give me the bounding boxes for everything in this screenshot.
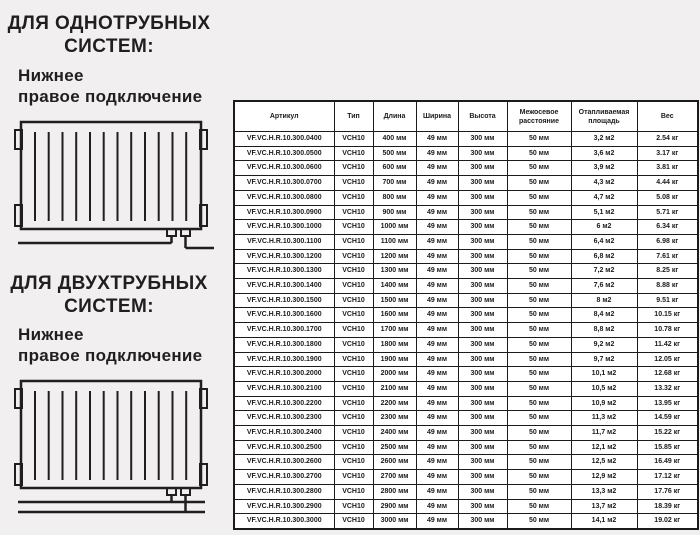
table-cell: 13,3 м2: [571, 484, 637, 499]
table-cell: 9.51 кг: [637, 293, 698, 308]
table-cell: 50 мм: [507, 234, 571, 249]
column-header: Тип: [334, 101, 373, 132]
table-row: [234, 499, 698, 514]
table-cell: VF.VC.H.R.10.300.0900: [234, 205, 334, 220]
table-cell: 3,2 м2: [571, 132, 637, 147]
table-cell: VF.VC.H.R.10.300.0500: [234, 146, 334, 161]
table-cell: 300 мм: [458, 293, 507, 308]
table-cell: 6,4 м2: [571, 234, 637, 249]
table-cell: VCH10: [334, 279, 373, 294]
table-cell: VCH10: [334, 132, 373, 147]
table-row: [234, 264, 698, 279]
single-pipe: [18, 236, 214, 248]
table-cell: 2600 мм: [373, 455, 416, 470]
table-cell: VF.VC.H.R.10.300.1000: [234, 220, 334, 235]
table-cell: VCH10: [334, 426, 373, 441]
table-cell: 49 мм: [416, 264, 458, 279]
table-cell: 12.68 кг: [637, 367, 698, 382]
table-cell: 50 мм: [507, 484, 571, 499]
table-cell: 10,9 м2: [571, 396, 637, 411]
table-cell: 49 мм: [416, 470, 458, 485]
table-cell: 2200 мм: [373, 396, 416, 411]
table-cell: 300 мм: [458, 190, 507, 205]
table-row: [234, 396, 698, 411]
table-cell: 900 мм: [373, 205, 416, 220]
header-row: [234, 101, 698, 132]
spec-table-body: [234, 132, 698, 529]
table-cell: VCH10: [334, 308, 373, 323]
table-cell: 2800 мм: [373, 484, 416, 499]
table-cell: 300 мм: [458, 249, 507, 264]
table-cell: 8,8 м2: [571, 323, 637, 338]
table-cell: 300 мм: [458, 440, 507, 455]
table-cell: 6.98 кг: [637, 234, 698, 249]
table-row: [234, 249, 698, 264]
table-cell: VF.VC.H.R.10.300.1900: [234, 352, 334, 367]
table-cell: 49 мм: [416, 146, 458, 161]
section-1-subtitle-line1: Нижнее: [18, 66, 84, 85]
table-row: [234, 337, 698, 352]
table-cell: 50 мм: [507, 470, 571, 485]
table-cell: VF.VC.H.R.10.300.1200: [234, 249, 334, 264]
table-row: [234, 279, 698, 294]
table-cell: 50 мм: [507, 455, 571, 470]
table-cell: 6,8 м2: [571, 249, 637, 264]
table-cell: 3000 мм: [373, 514, 416, 529]
table-cell: VCH10: [334, 205, 373, 220]
table-cell: VCH10: [334, 161, 373, 176]
table-cell: 8 м2: [571, 293, 637, 308]
table-cell: VF.VC.H.R.10.300.1100: [234, 234, 334, 249]
table-cell: 300 мм: [458, 132, 507, 147]
table-cell: 49 мм: [416, 132, 458, 147]
table-cell: 4,3 м2: [571, 176, 637, 191]
table-cell: 50 мм: [507, 279, 571, 294]
table-row: [234, 308, 698, 323]
table-cell: 300 мм: [458, 234, 507, 249]
table-cell: 3.17 кг: [637, 146, 698, 161]
table-cell: 300 мм: [458, 220, 507, 235]
table-cell: VCH10: [334, 220, 373, 235]
table-cell: 17.12 кг: [637, 470, 698, 485]
table-row: [234, 220, 698, 235]
section-1-title: [0, 12, 218, 58]
table-cell: VCH10: [334, 176, 373, 191]
table-cell: 300 мм: [458, 337, 507, 352]
table-cell: 3.81 кг: [637, 161, 698, 176]
table-cell: 2300 мм: [373, 411, 416, 426]
table-cell: 50 мм: [507, 161, 571, 176]
table-cell: 300 мм: [458, 470, 507, 485]
table-cell: 300 мм: [458, 161, 507, 176]
table-cell: 49 мм: [416, 205, 458, 220]
table-cell: 300 мм: [458, 396, 507, 411]
table-cell: 49 мм: [416, 396, 458, 411]
table-row: [234, 190, 698, 205]
table-cell: 300 мм: [458, 367, 507, 382]
table-row: [234, 484, 698, 499]
table-cell: 400 мм: [373, 132, 416, 147]
section-2-subtitle-line1: Нижнее: [18, 325, 84, 344]
table-cell: 50 мм: [507, 499, 571, 514]
table-cell: 1000 мм: [373, 220, 416, 235]
table-cell: 500 мм: [373, 146, 416, 161]
table-cell: 2.54 кг: [637, 132, 698, 147]
table-cell: 9,7 м2: [571, 352, 637, 367]
table-cell: 50 мм: [507, 146, 571, 161]
table-cell: 1200 мм: [373, 249, 416, 264]
table-cell: 300 мм: [458, 381, 507, 396]
column-header: Вес: [637, 101, 698, 132]
table-cell: 1300 мм: [373, 264, 416, 279]
table-cell: VCH10: [334, 440, 373, 455]
table-cell: 300 мм: [458, 205, 507, 220]
table-cell: 5.71 кг: [637, 205, 698, 220]
table-cell: 13.32 кг: [637, 381, 698, 396]
table-cell: 18.39 кг: [637, 499, 698, 514]
section-1-title-line2: СИСТЕМ:: [64, 36, 154, 57]
table-cell: 300 мм: [458, 455, 507, 470]
table-cell: 14.59 кг: [637, 411, 698, 426]
table-cell: VF.VC.H.R.10.300.1700: [234, 323, 334, 338]
radiator-fins: [35, 132, 186, 221]
table-row: [234, 205, 698, 220]
table-cell: VF.VC.H.R.10.300.2000: [234, 367, 334, 382]
table-cell: 7.61 кг: [637, 249, 698, 264]
table-cell: 50 мм: [507, 264, 571, 279]
table-cell: 6 м2: [571, 220, 637, 235]
table-cell: 4.44 кг: [637, 176, 698, 191]
table-cell: 300 мм: [458, 264, 507, 279]
table-cell: 14,1 м2: [571, 514, 637, 529]
table-cell: 50 мм: [507, 411, 571, 426]
two-pipes: [18, 495, 205, 512]
table-cell: 50 мм: [507, 381, 571, 396]
table-cell: VCH10: [334, 337, 373, 352]
table-cell: 50 мм: [507, 367, 571, 382]
table-cell: 8,4 м2: [571, 308, 637, 323]
column-header: Артикул: [234, 101, 334, 132]
two-pipe-radiator-diagram: [10, 374, 222, 522]
table-cell: VCH10: [334, 146, 373, 161]
table-cell: 12.05 кг: [637, 352, 698, 367]
table-cell: 5.08 кг: [637, 190, 698, 205]
table-cell: VF.VC.H.R.10.300.2400: [234, 426, 334, 441]
table-cell: 50 мм: [507, 323, 571, 338]
table-cell: 15.85 кг: [637, 440, 698, 455]
table-cell: 2400 мм: [373, 426, 416, 441]
radiator-fins: [35, 391, 186, 480]
table-cell: 1500 мм: [373, 293, 416, 308]
table-cell: 4,7 м2: [571, 190, 637, 205]
table-cell: 49 мм: [416, 337, 458, 352]
table-row: [234, 440, 698, 455]
table-cell: 8.88 кг: [637, 279, 698, 294]
table-cell: 49 мм: [416, 176, 458, 191]
table-cell: VCH10: [334, 411, 373, 426]
table-row: [234, 411, 698, 426]
table-cell: VCH10: [334, 234, 373, 249]
table-cell: 300 мм: [458, 499, 507, 514]
table-cell: 49 мм: [416, 455, 458, 470]
table-cell: 300 мм: [458, 176, 507, 191]
table-cell: 10,5 м2: [571, 381, 637, 396]
table-cell: VCH10: [334, 190, 373, 205]
table-cell: 300 мм: [458, 484, 507, 499]
table-cell: VF.VC.H.R.10.300.0800: [234, 190, 334, 205]
table-cell: 1400 мм: [373, 279, 416, 294]
table-cell: 49 мм: [416, 279, 458, 294]
table-cell: VF.VC.H.R.10.300.0700: [234, 176, 334, 191]
table-cell: 2100 мм: [373, 381, 416, 396]
table-cell: 49 мм: [416, 249, 458, 264]
table-row: [234, 132, 698, 147]
table-cell: 10.78 кг: [637, 323, 698, 338]
table-cell: 50 мм: [507, 308, 571, 323]
table-row: [234, 293, 698, 308]
table-cell: 12,1 м2: [571, 440, 637, 455]
section-2-title-line2: СИСТЕМ:: [64, 296, 154, 317]
table-cell: 50 мм: [507, 132, 571, 147]
table-cell: 16.49 кг: [637, 455, 698, 470]
table-row: [234, 455, 698, 470]
table-cell: 50 мм: [507, 352, 571, 367]
table-cell: 19.02 кг: [637, 514, 698, 529]
table-cell: VF.VC.H.R.10.300.2900: [234, 499, 334, 514]
table-cell: 50 мм: [507, 514, 571, 529]
table-cell: 49 мм: [416, 352, 458, 367]
section-1-subtitle: [18, 65, 202, 107]
table-cell: 50 мм: [507, 249, 571, 264]
table-cell: VCH10: [334, 323, 373, 338]
table-cell: VCH10: [334, 470, 373, 485]
table-cell: 49 мм: [416, 293, 458, 308]
table-row: [234, 367, 698, 382]
table-cell: 49 мм: [416, 499, 458, 514]
table-cell: 49 мм: [416, 308, 458, 323]
table-cell: 300 мм: [458, 426, 507, 441]
table-cell: 1800 мм: [373, 337, 416, 352]
section-2-title-line1: ДЛЯ ДВУХТРУБНЫХ: [10, 273, 208, 294]
table-cell: 17.76 кг: [637, 484, 698, 499]
table-cell: 10,1 м2: [571, 367, 637, 382]
table-row: [234, 352, 698, 367]
table-cell: 2900 мм: [373, 499, 416, 514]
single-pipe-radiator-diagram: [10, 115, 222, 253]
table-cell: 50 мм: [507, 205, 571, 220]
table-cell: 7,2 м2: [571, 264, 637, 279]
table-cell: 50 мм: [507, 220, 571, 235]
table-cell: 49 мм: [416, 411, 458, 426]
column-header: Отапливаемая площадь: [571, 101, 637, 132]
table-cell: 11,7 м2: [571, 426, 637, 441]
table-cell: 2500 мм: [373, 440, 416, 455]
table-row: [234, 234, 698, 249]
table-cell: 3,6 м2: [571, 146, 637, 161]
table-cell: 300 мм: [458, 411, 507, 426]
table-cell: 3,9 м2: [571, 161, 637, 176]
table-row: [234, 470, 698, 485]
table-cell: 49 мм: [416, 440, 458, 455]
table-cell: VF.VC.H.R.10.300.2500: [234, 440, 334, 455]
table-row: [234, 146, 698, 161]
table-cell: 1700 мм: [373, 323, 416, 338]
column-header: Ширина: [416, 101, 458, 132]
table-cell: 10.15 кг: [637, 308, 698, 323]
table-cell: VF.VC.H.R.10.300.2800: [234, 484, 334, 499]
table-cell: 1600 мм: [373, 308, 416, 323]
table-cell: VCH10: [334, 381, 373, 396]
table-cell: 50 мм: [507, 396, 571, 411]
table-cell: 12,5 м2: [571, 455, 637, 470]
table-cell: 49 мм: [416, 367, 458, 382]
table-cell: 6.34 кг: [637, 220, 698, 235]
table-cell: 50 мм: [507, 337, 571, 352]
table-row: [234, 514, 698, 529]
table-cell: 50 мм: [507, 440, 571, 455]
table-cell: 13.95 кг: [637, 396, 698, 411]
table-cell: VF.VC.H.R.10.300.1500: [234, 293, 334, 308]
table-row: [234, 426, 698, 441]
table-cell: VF.VC.H.R.10.300.2600: [234, 455, 334, 470]
table-cell: 49 мм: [416, 484, 458, 499]
table-cell: VCH10: [334, 367, 373, 382]
table-cell: 2000 мм: [373, 367, 416, 382]
table-cell: VCH10: [334, 396, 373, 411]
table-cell: 11.42 кг: [637, 337, 698, 352]
table-cell: VF.VC.H.R.10.300.1300: [234, 264, 334, 279]
spec-table-header: [234, 101, 698, 132]
table-cell: VF.VC.H.R.10.300.0600: [234, 161, 334, 176]
table-cell: 49 мм: [416, 190, 458, 205]
section-2-subtitle: [18, 324, 202, 366]
table-cell: 49 мм: [416, 234, 458, 249]
table-cell: VF.VC.H.R.10.300.2700: [234, 470, 334, 485]
table-row: [234, 381, 698, 396]
table-cell: VCH10: [334, 455, 373, 470]
table-cell: 5,1 м2: [571, 205, 637, 220]
table-cell: 13,7 м2: [571, 499, 637, 514]
column-header: Длина: [373, 101, 416, 132]
table-cell: VCH10: [334, 499, 373, 514]
table-cell: 7,6 м2: [571, 279, 637, 294]
table-cell: 300 мм: [458, 323, 507, 338]
table-row: [234, 161, 698, 176]
table-cell: 700 мм: [373, 176, 416, 191]
section-2-title: [0, 272, 218, 318]
table-cell: 1900 мм: [373, 352, 416, 367]
table-cell: 49 мм: [416, 220, 458, 235]
table-cell: VCH10: [334, 352, 373, 367]
section-1-subtitle-line2: правое подключение: [18, 87, 203, 106]
table-cell: 300 мм: [458, 352, 507, 367]
table-cell: 300 мм: [458, 308, 507, 323]
table-row: [234, 176, 698, 191]
table-cell: 300 мм: [458, 279, 507, 294]
table-cell: 8.25 кг: [637, 264, 698, 279]
table-cell: 11,3 м2: [571, 411, 637, 426]
table-cell: VCH10: [334, 249, 373, 264]
table-cell: 50 мм: [507, 293, 571, 308]
table-cell: 49 мм: [416, 161, 458, 176]
table-cell: 300 мм: [458, 514, 507, 529]
table-cell: 800 мм: [373, 190, 416, 205]
table-row: [234, 323, 698, 338]
table-cell: VF.VC.H.R.10.300.2100: [234, 381, 334, 396]
table-cell: VF.VC.H.R.10.300.1600: [234, 308, 334, 323]
table-cell: 50 мм: [507, 176, 571, 191]
table-cell: 1100 мм: [373, 234, 416, 249]
table-cell: VCH10: [334, 293, 373, 308]
table-cell: 49 мм: [416, 323, 458, 338]
table-cell: 15.22 кг: [637, 426, 698, 441]
table-cell: VCH10: [334, 484, 373, 499]
table-cell: VF.VC.H.R.10.300.3000: [234, 514, 334, 529]
table-cell: VF.VC.H.R.10.300.2300: [234, 411, 334, 426]
table-cell: 2700 мм: [373, 470, 416, 485]
table-cell: VF.VC.H.R.10.300.0400: [234, 132, 334, 147]
table-cell: 600 мм: [373, 161, 416, 176]
table-cell: 12,9 м2: [571, 470, 637, 485]
table-cell: 50 мм: [507, 426, 571, 441]
table-cell: VF.VC.H.R.10.300.2200: [234, 396, 334, 411]
section-1-title-line1: ДЛЯ ОДНОТРУБНЫХ: [7, 13, 211, 34]
table-cell: 50 мм: [507, 190, 571, 205]
table-cell: VCH10: [334, 264, 373, 279]
spec-table: [233, 100, 699, 530]
table-cell: VF.VC.H.R.10.300.1400: [234, 279, 334, 294]
table-cell: VCH10: [334, 514, 373, 529]
section-2-subtitle-line2: правое подключение: [18, 346, 203, 365]
table-cell: 49 мм: [416, 381, 458, 396]
column-header: Межосевое расстояние: [507, 101, 571, 132]
table-cell: 49 мм: [416, 426, 458, 441]
table-cell: 9,2 м2: [571, 337, 637, 352]
column-header: Высота: [458, 101, 507, 132]
table-cell: 300 мм: [458, 146, 507, 161]
table-cell: VF.VC.H.R.10.300.1800: [234, 337, 334, 352]
table-cell: 49 мм: [416, 514, 458, 529]
